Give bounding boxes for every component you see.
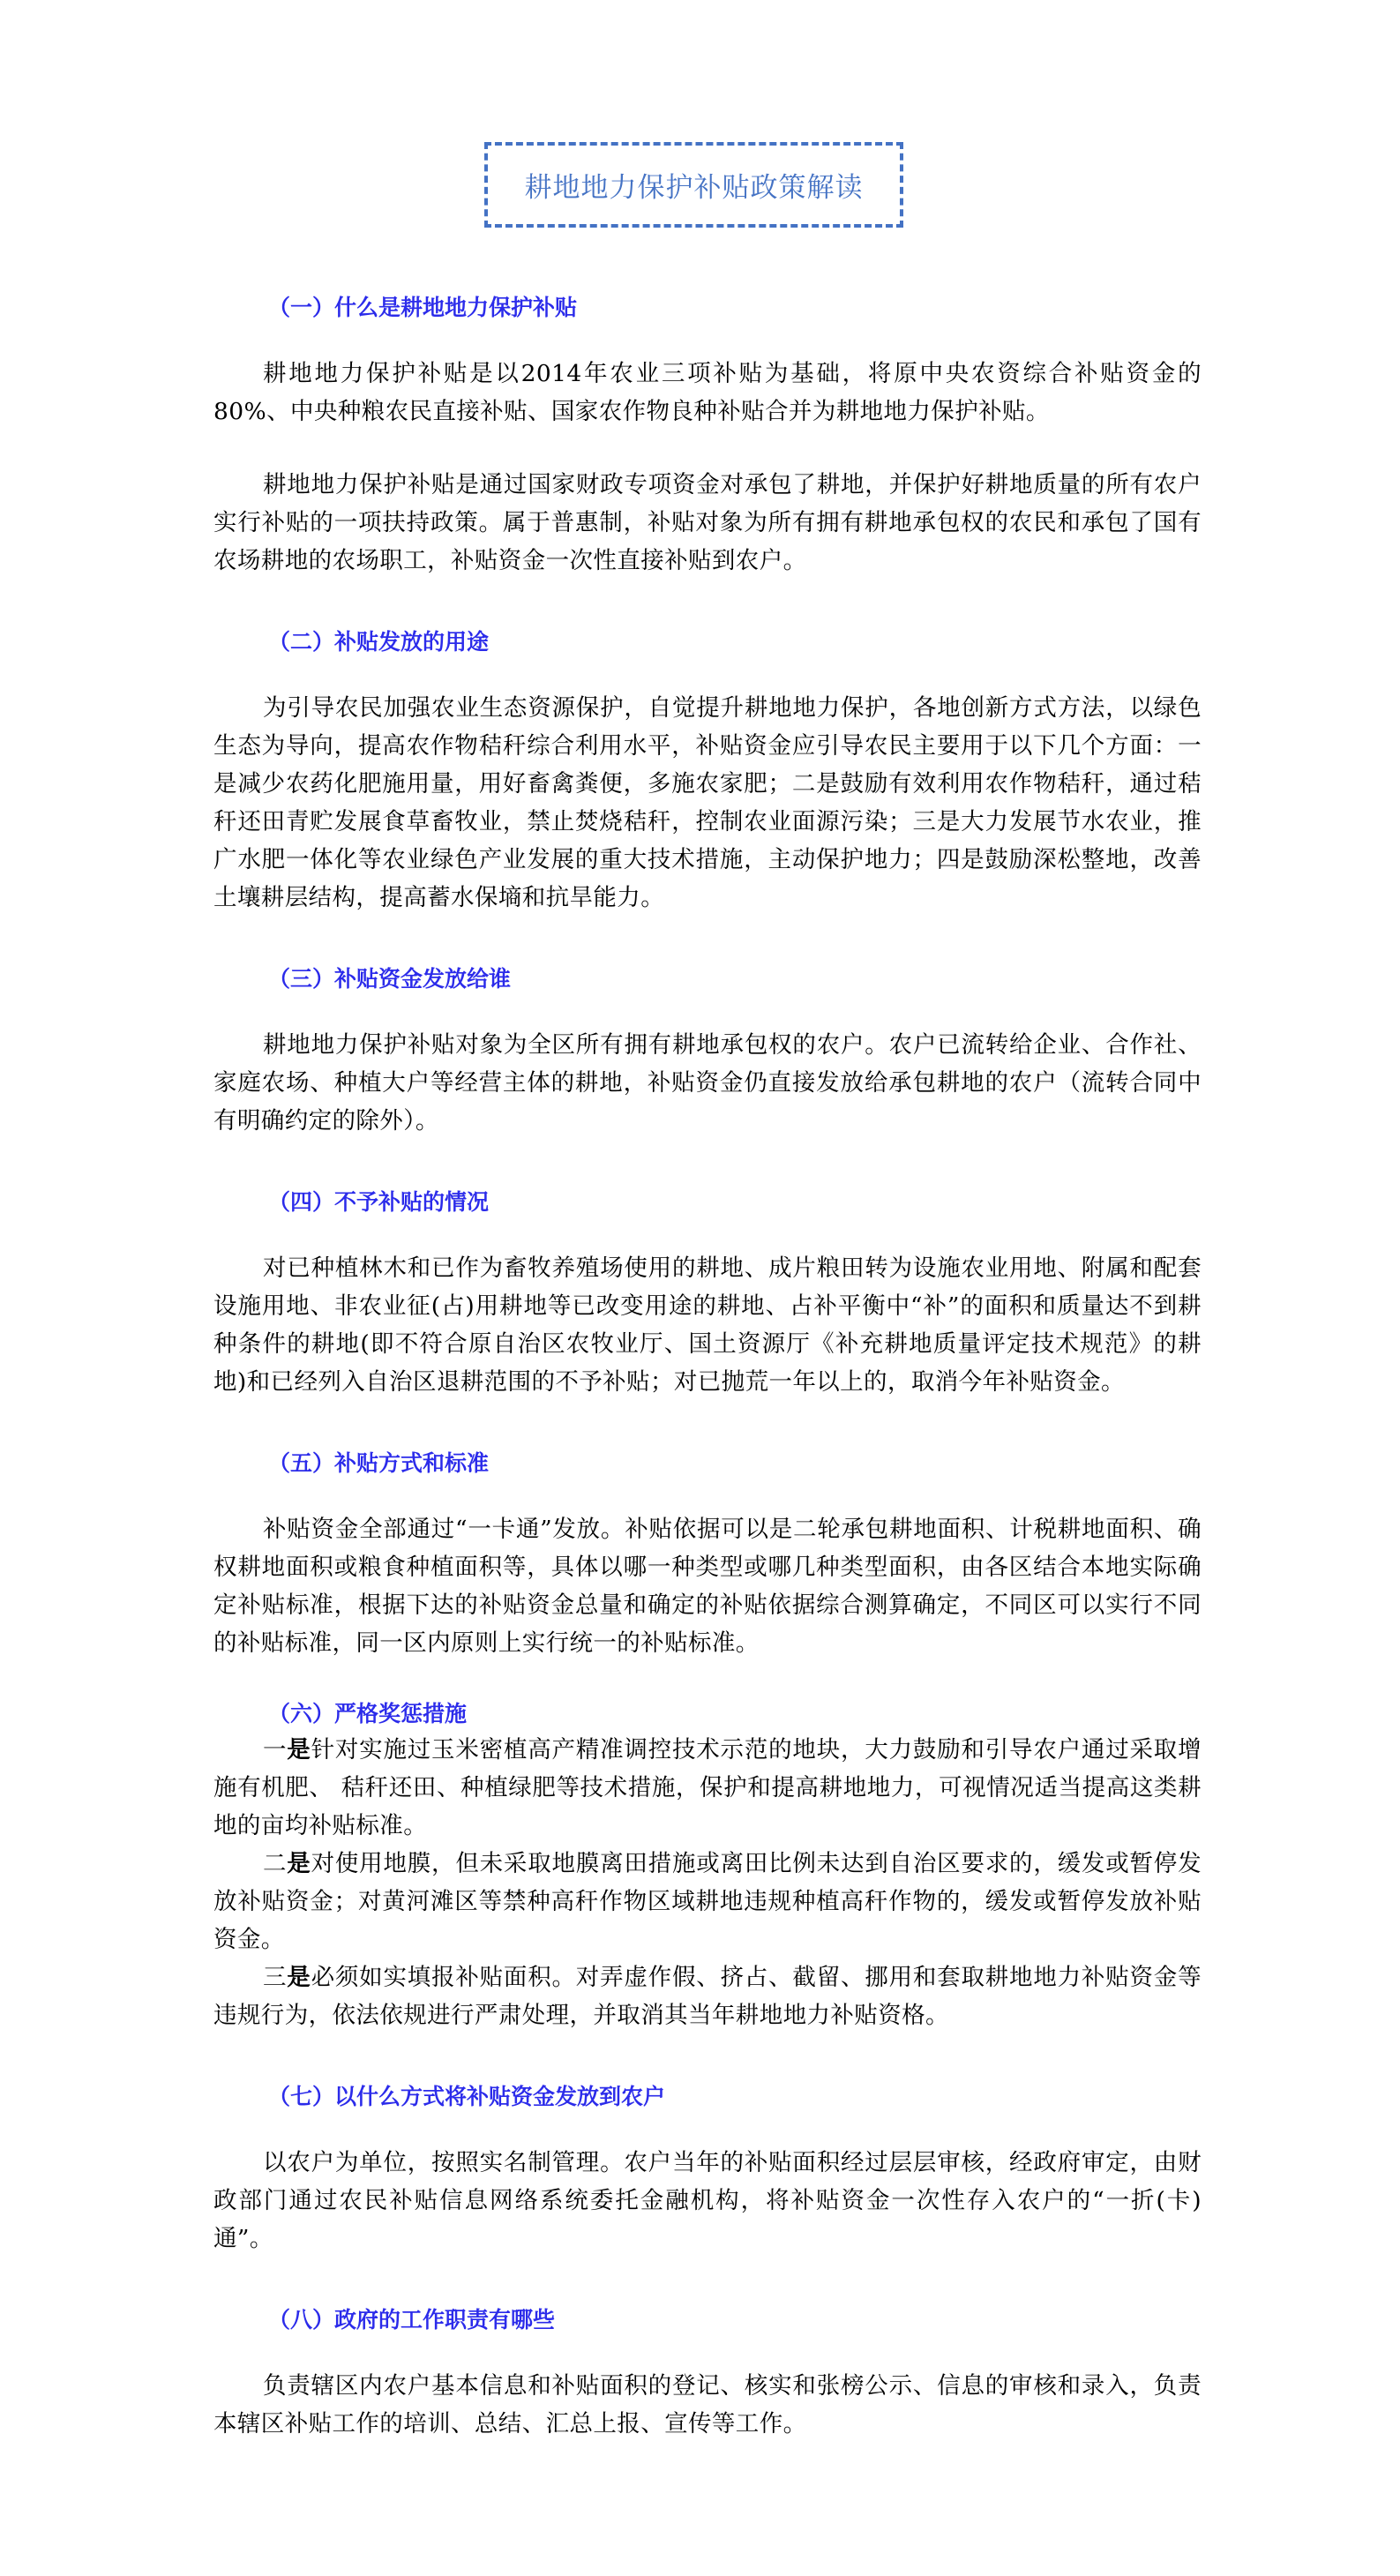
section-heading: （八）政府的工作职责有哪些	[268, 2307, 556, 2333]
section-3	[213, 952, 1202, 1140]
document-title: 耕地地力保护补贴政策解读	[524, 172, 864, 204]
section-2	[213, 615, 1202, 917]
section-6	[213, 1687, 1202, 2034]
section-5	[213, 1436, 1202, 1662]
document-body	[213, 281, 1202, 2443]
section-8	[213, 2293, 1202, 2443]
item-ordinal-emphasis: 是	[287, 1964, 311, 1991]
item-text: 针对实施过玉米密植高产精准调控技术示范的地块，大力鼓励和引导农户通过采取增施有机肥、 秸秆还田、种植绿肥等技术措施，保护和提高耕地地力，可视情况适当提高这类耕地的亩均补贴标准。	[213, 1736, 1202, 1839]
section-heading: （三）补贴资金发放给谁	[268, 966, 512, 992]
section-heading: （四）不予补贴的情况	[268, 1189, 490, 1215]
section-heading: （二）补贴发放的用途	[268, 629, 490, 655]
item-ordinal: 二	[263, 1850, 288, 1877]
measure-item-1	[213, 1731, 1202, 1845]
item-ordinal-emphasis: 是	[287, 1850, 311, 1877]
item-ordinal-emphasis: 是	[287, 1736, 311, 1764]
section-1	[213, 281, 1202, 580]
item-text: 必须如实填报补贴面积。对弄虚作假、挤占、截留、挪用和套取耕地地力补贴资金等违规行为，依法依规进行严肃处理，并取消其当年耕地地力补贴资格。	[213, 1964, 1202, 2029]
document-title-box	[484, 142, 903, 228]
section-4	[213, 1175, 1202, 1401]
measure-item-3	[213, 1958, 1202, 2034]
section-heading: （七）以什么方式将补贴资金发放到农户	[268, 2084, 666, 2109]
paragraph: 耕地地力保护补贴对象为全区所有拥有耕地承包权的农户。农户已流转给企业、合作社、家庭农场、种植大户等经营主体的耕地，补贴资金仍直接发放给承包耕地的农户（流转合同中有明确约定的除外）。	[213, 1031, 1202, 1134]
paragraph: 耕地地力保护补贴是通过国家财政专项资金对承包了耕地，并保护好耕地质量的所有农户实行补贴的一项扶持政策。属于普惠制，补贴对象为所有拥有耕地承包权的农民和承包了国有农场耕地的农场职工，补贴资金一次性直接补贴到农户。	[213, 471, 1202, 574]
section-heading: （五）补贴方式和标准	[268, 1450, 490, 1476]
section-heading: （六）严格奖惩措施	[268, 1701, 468, 1726]
measure-item-2	[213, 1845, 1202, 1958]
section-heading: （一）什么是耕地地力保护补贴	[268, 295, 578, 320]
item-ordinal: 一	[263, 1736, 288, 1764]
section-7	[213, 2070, 1202, 2258]
paragraph: 对已种植林木和已作为畜牧养殖场使用的耕地、成片粮田转为设施农业用地、附属和配套设施用地、非农业征(占)用耕地等已改变用途的耕地、占补平衡中“补”的面积和质量达不到耕种条件的耕地(即不符合原自治区农牧业厅、国土资源厅《补充耕地质量评定技术规范》的耕地)和已经列入自治区退耕范围的不予补贴；对已抛荒一年以上的，取消今年补贴资金。	[213, 1254, 1202, 1396]
item-text: 对使用地膜，但未采取地膜离田措施或离田比例未达到自治区要求的，缓发或暂停发放补贴资金；对黄河滩区等禁种高秆作物区域耕地违规种植高秆作物的，缓发或暂停发放补贴资金。	[213, 1850, 1202, 1953]
paragraph: 为引导农民加强农业生态资源保护，自觉提升耕地地力保护，各地创新方式方法，以绿色生态为导向，提高农作物秸秆综合利用水平，补贴资金应引导农民主要用于以下几个方面：一是减少农药化肥施用量，用好畜禽粪便，多施农家肥；二是鼓励有效利用农作物秸秆，通过秸秆还田青贮发展食草畜牧业，禁止焚烧秸秆，控制农业面源污染；三是大力发展节水农业，推广水肥一体化等农业绿色产业发展的重大技术措施，主动保护地力；四是鼓励深松整地，改善土壤耕层结构，提高蓄水保墒和抗旱能力。	[213, 694, 1202, 911]
paragraph: 耕地地力保护补贴是以2014年农业三项补贴为基础，将原中央农资综合补贴资金的80%、中央种粮农民直接补贴、国家农作物良种补贴合并为耕地地力保护补贴。	[213, 360, 1202, 425]
paragraph: 以农户为单位，按照实名制管理。农户当年的补贴面积经过层层审核，经政府审定，由财政部门通过农民补贴信息网络系统委托金融机构，将补贴资金一次性存入农户的“一折(卡)通”。	[213, 2149, 1202, 2252]
paragraph: 补贴资金全部通过“一卡通”发放。补贴依据可以是二轮承包耕地面积、计税耕地面积、确权耕地面积或粮食种植面积等，具体以哪一种类型或哪几种类型面积，由各区结合本地实际确定补贴标准，根据下达的补贴资金总量和确定的补贴依据综合测算确定，不同区可以实行不同的补贴标准，同一区内原则上实行统一的补贴标准。	[213, 1516, 1202, 1657]
paragraph: 负责辖区内农户基本信息和补贴面积的登记、核实和张榜公示、信息的审核和录入，负责本辖区补贴工作的培训、总结、汇总上报、宣传等工作。	[213, 2372, 1202, 2437]
item-ordinal: 三	[263, 1964, 288, 1991]
